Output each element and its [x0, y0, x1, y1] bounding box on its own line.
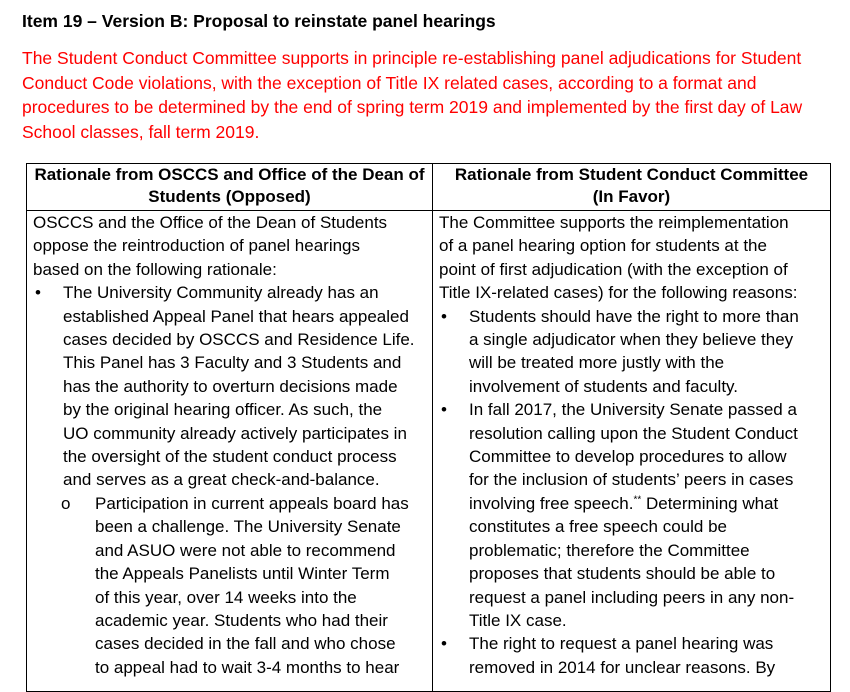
proposal-line: The Student Conduct Committee supports in principle re-establishing panel adjudications for Student — [22, 48, 802, 68]
text-line: proposes that students should be able to — [469, 564, 776, 584]
header-line: Rationale from OSCCS and Office of the Dean of — [34, 165, 425, 184]
text-line: and ASUO were not able to recommend — [95, 540, 396, 560]
text-line: the Appeals Panelists until Winter Term — [95, 564, 390, 584]
text-line: academic year. Students who had their — [95, 610, 388, 630]
text-line: and serves as a great check-and-balance. — [63, 470, 380, 490]
text-line: Committee to develop procedures to allow — [469, 447, 787, 467]
list-item — [439, 398, 826, 632]
text-line: Participation in current appeals board has — [95, 493, 409, 513]
text-line: OSCCS and the Office of the Dean of Students — [33, 213, 388, 232]
opposed-rationale-cell — [27, 211, 433, 692]
text-line: The Committee supports the reimplementation — [439, 213, 789, 232]
text-line: request a panel including peers in any non- — [469, 587, 795, 607]
text-fragment: involving free speech. — [469, 493, 634, 513]
text-line: point of first adjudication (with the exception of — [439, 259, 788, 279]
text-line: In fall 2017, the University Senate passed a — [469, 400, 797, 420]
text-line: Title IX case. — [469, 610, 567, 630]
proposal-line: procedures to be determined by the end of spring term 2019 and implemented by the first day of Law — [22, 97, 803, 117]
bullet-icon: • — [441, 634, 447, 654]
proposal-line: School classes, fall term 2019. — [22, 121, 260, 142]
proposal-line: Conduct Code violations, with the exception of Title IX related cases, according to a format and — [22, 72, 757, 93]
text-line: of this year, over 14 weeks into the — [95, 587, 357, 607]
list-item — [439, 632, 826, 679]
text-line: established Appeal Panel that hears appealed — [63, 306, 409, 326]
proposal-text — [22, 46, 830, 144]
right-column-header — [433, 164, 831, 211]
table-header-row — [27, 164, 831, 211]
text-line: of a panel hearing option for students at the — [439, 236, 767, 256]
footnote-marker: ** — [633, 494, 642, 506]
text-line: constitutes a free speech could be — [469, 517, 727, 537]
text-line: been a challenge. The University Senate — [95, 517, 401, 537]
text-fragment: Determining what — [641, 493, 779, 513]
list-item — [33, 281, 428, 492]
text-line: the oversight of the student conduct process — [63, 447, 397, 467]
text-line: oppose the reintroduction of panel hearings — [33, 236, 361, 256]
item-heading: Item 19 – Version B: Proposal to reinstate panel hearings — [22, 11, 496, 31]
text-line: based on the following rationale: — [33, 259, 277, 279]
text-line: problematic; therefore the Committee — [469, 540, 750, 560]
text-line: by the original hearing officer. As such, the — [63, 400, 383, 420]
text-line: UO community already actively participates in — [63, 423, 407, 443]
left-column-header — [27, 164, 433, 211]
header-line: Rationale from Student Conduct Committee — [454, 165, 809, 184]
bullet-icon: • — [441, 306, 447, 326]
text-line: Students should have the right to more than — [469, 306, 799, 326]
text-line: involvement of students and faculty. — [469, 376, 739, 396]
header-line: Students (Opposed) — [148, 187, 311, 206]
in-favor-rationale-cell — [433, 211, 831, 692]
header-line: (In Favor) — [592, 187, 671, 206]
text-line: resolution calling upon the Student Conduct — [469, 423, 798, 443]
text-line: The University Community already has an — [63, 283, 379, 303]
sub-bullet-icon: o — [61, 493, 71, 513]
text-line — [469, 492, 826, 515]
table-body-row — [27, 211, 831, 692]
text-line: removed in 2014 for unclear reasons. By — [469, 657, 776, 677]
text-line: Title IX-related cases) for the following reasons: — [439, 283, 798, 303]
text-line: cases decided in the fall and who chose — [95, 634, 396, 654]
text-line: has the authority to overturn decisions made — [63, 376, 398, 396]
text-line: a single adjudicator when they believe they — [469, 330, 794, 350]
sub-list-item — [33, 492, 428, 679]
text-line: to appeal had to wait 3-4 months to hear — [95, 657, 400, 677]
text-line: will be treated more justly with the — [469, 353, 725, 373]
opposed-intro — [33, 211, 428, 281]
bullet-icon: • — [441, 400, 447, 420]
text-line: for the inclusion of students’ peers in cases — [469, 470, 794, 490]
text-line: The right to request a panel hearing was — [469, 634, 774, 654]
list-item — [439, 305, 826, 399]
bullet-icon: • — [35, 283, 41, 303]
text-line: This Panel has 3 Faculty and 3 Students and — [63, 353, 402, 373]
in-favor-intro — [439, 211, 826, 305]
rationale-table — [26, 163, 831, 692]
text-line: cases decided by OSCCS and Residence Life. — [63, 330, 415, 350]
